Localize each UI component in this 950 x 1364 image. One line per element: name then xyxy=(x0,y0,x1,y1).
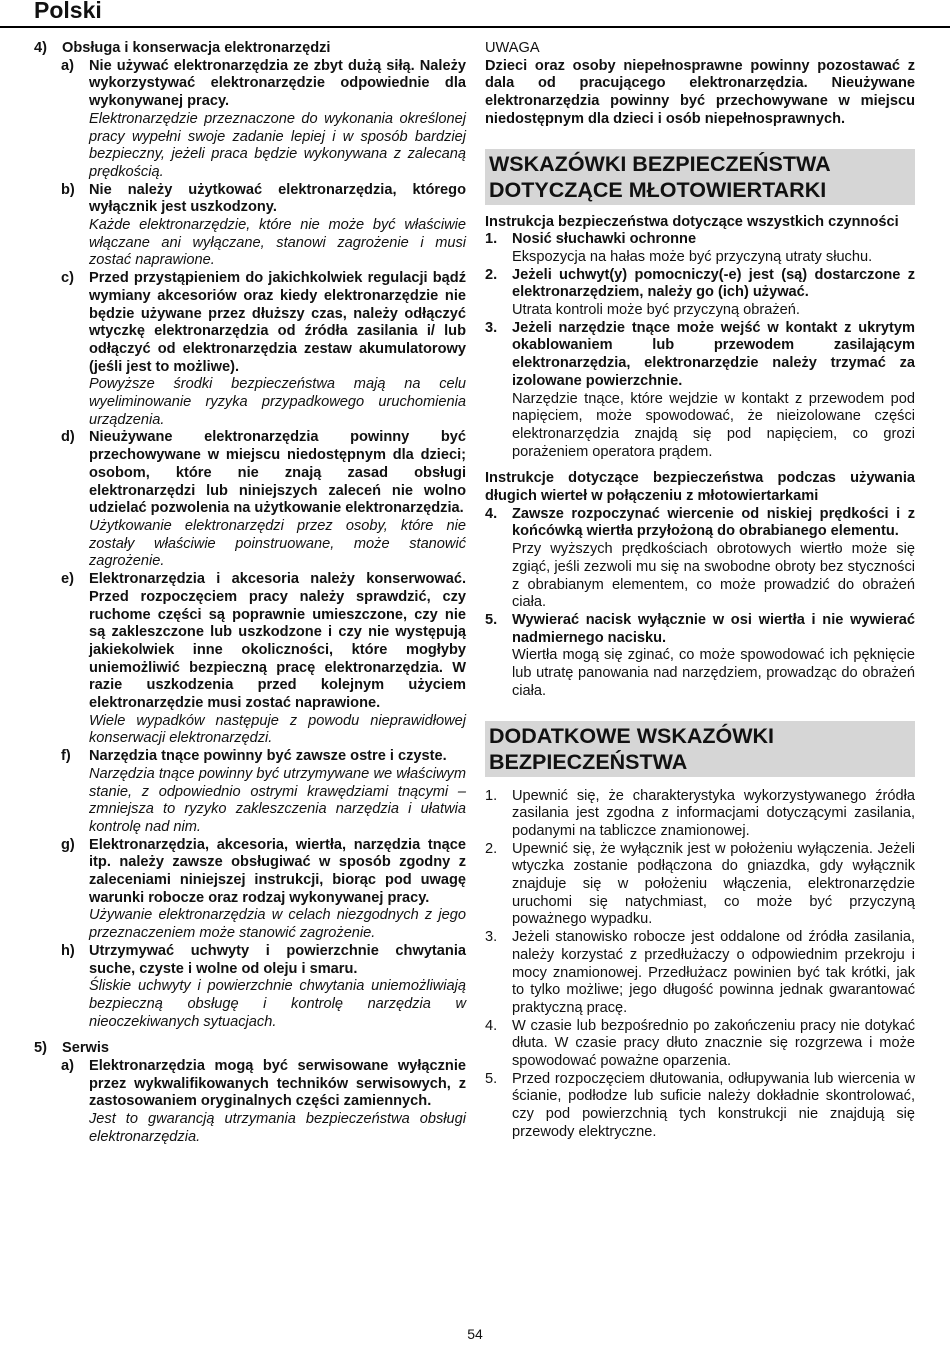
list-item xyxy=(34,58,466,182)
notice-text: Dzieci oraz osoby niepełnosprawne powinny pozostawać z dala od pracującego elektronarzędzia. Nieużywane elektronarzędzia powinny być przechowywane w miejscu niedostępnym dla dzieci i osób niepełnosprawnych. xyxy=(485,57,915,127)
item-number: 5. xyxy=(485,1070,498,1087)
item-instruction: Elektronarzędzia i akcesoria należy konserwować. Przed rozpoczęciem pracy należy sprawdzić, czy ruchome części są poprawnie umieszczone, czy nie są zakleszczone lub uszkodzone i czy nie występują jakiekolwiek inne okoliczności, które mogłyby uniemożliwić bezpieczną pracę elektronarzędzia. W razie uszkodzenia przed kolejnym użyciem elektronarzędzie musi zostać naprawione. xyxy=(89,571,466,712)
list-item xyxy=(485,320,915,462)
section-heading xyxy=(34,1040,466,1058)
list-item xyxy=(485,612,915,701)
item-instruction: Nosić słuchawki ochronne xyxy=(512,231,697,248)
item-instruction: Elektronarzędzia, akcesoria, wiertła, narzędzia tnące itp. należy zawsze obsługiwać w sposób zgodny z zaleceniami niniejszej instrukcji, biorąc pod uwagę warunki robocze oraz rodzaj wykonywanej pracy. xyxy=(89,836,466,906)
item-number: 3. xyxy=(485,319,498,336)
item-number: 3. xyxy=(485,929,498,946)
item-label: a) xyxy=(61,1058,74,1075)
item-instruction: Elektronarzędzia mogą być serwisowane wyłącznie przez wykwalifikowanych techników serwisowych, z zastosowaniem oryginalnych części zamiennych. xyxy=(89,1058,466,1110)
item-text: Jeżeli stanowisko robocze jest oddalone od źródła zasilania, należy korzystać z przedłużaczy o odpowiednim przekroju i mocy znamionowej. Przedłużacz powinien być tak krótki, jak to tylko możliwe; jego długość powinna jednak gwarantować praktyczną pracę. xyxy=(512,929,915,1016)
item-text: Upewnić się, że wyłącznik jest w położeniu wyłączenia. Jeżeli wtyczka zostanie podłączona do gniazdka, gdy wyłącznik znajduje się w położeniu włączenia, elektronarzędzie uruchomi się natychmiast, co może być przyczyną poważnego wypadku. xyxy=(512,840,915,928)
item-number: 5. xyxy=(485,611,498,628)
left-column xyxy=(34,40,466,1147)
page-language-title: Polski xyxy=(34,0,102,23)
list-item xyxy=(34,270,466,429)
section-banner-hammer-drill: WSKAZÓWKI BEZPIECZEŃSTWA DOTYCZĄCE MŁOTOWIERTARKI xyxy=(485,149,915,205)
list-item xyxy=(485,929,915,1018)
item-label: f) xyxy=(61,748,71,765)
section-number: 5) xyxy=(34,1040,47,1057)
item-explanation: Narzędzie tnące, które wejdzie w kontakt z przewodem pod napięciem, może spowodować, że nieizolowane części elektronarzędzia znajdą się pod napięciem, co grozi porażeniem operatora prądem. xyxy=(512,390,915,460)
item-explanation: Powyższe środki bezpieczeństwa mają na celu wyeliminowanie ryzyka przypadkowego uruchomienia urządzenia. xyxy=(89,376,466,428)
item-instruction: Utrzymywać uchwyty i powierzchnie chwytania suche, czyste i wolne od oleju i smaru. xyxy=(89,942,466,977)
list-item xyxy=(34,943,466,1032)
list-item xyxy=(34,837,466,943)
item-label: d) xyxy=(61,429,75,446)
item-number: 1. xyxy=(485,787,498,804)
list-item xyxy=(485,231,915,266)
item-explanation: Wiele wypadków następuje z powodu nieprawidłowej konserwacji elektronarzędzi. xyxy=(89,712,466,747)
item-label: g) xyxy=(61,836,75,853)
page-number: 54 xyxy=(467,1326,483,1342)
list-item xyxy=(34,1058,466,1147)
list-item xyxy=(34,182,466,271)
item-text: Upewnić się, że charakterystyka wykorzystywanego źródła zasilania jest zgodna z informacjami dotyczącymi zasilania, podanymi na tabliczce znamionowej. xyxy=(512,787,915,839)
item-instruction: Wywierać nacisk wyłącznie w osi wiertła i nie wywierać nadmiernego nacisku. xyxy=(512,611,915,646)
section-number: 4) xyxy=(34,40,47,56)
list-item xyxy=(485,1018,915,1071)
item-number: 1. xyxy=(485,231,498,248)
item-explanation: Śliskie uchwyty i powierzchnie chwytania uniemożliwiają bezpieczną obsługę i kontrolę narzędzia w nieoczekiwanych sytuacjach. xyxy=(89,978,466,1030)
item-instruction: Przed przystąpieniem do jakichkolwiek regulacji bądź wymiany akcesoriów oraz kiedy elektronarzędzie nie będzie używane przez dłuższy czas, należy odłączyć wtyczkę elektronarzędzia od źródła zasilania i/ lub odłączyć od elektronarzędzia zestaw akumulatorowy (jeśli jest to możliwe). xyxy=(89,270,466,375)
item-explanation: Przy wyższych prędkościach obrotowych wiertło może się zgiąć, jeśli zezwoli mu się na swobodne obroty bez styczności z obrabianym elementem, co może prowadzić do obrażeń ciała. xyxy=(512,541,915,611)
list-item xyxy=(485,1071,915,1142)
list-item xyxy=(34,429,466,571)
item-instruction: Narzędzia tnące powinny być zawsze ostre i czyste. xyxy=(89,748,447,765)
item-instruction: Jeżeli narzędzie tnące może wejść w kontakt z ukrytym okablowaniem lub przewodem zasilającym elektronarzędzia, elektronarzędzie należy trzymać za izolowane powierzchnie. xyxy=(512,319,915,389)
item-explanation: Narzędzia tnące powinny być utrzymywane we właściwym stanie, z odpowiednio ostrymi krawędziami tnącymi – zmniejsza to ryzyko zakleszczenia narzędzia i ułatwia kontrolę nad nim. xyxy=(89,765,466,835)
list-item xyxy=(34,571,466,748)
item-explanation: Każde elektronarzędzie, które nie może być właściwie włączane ani wyłączane, stanowi zagrożenie i musi zostać naprawione. xyxy=(89,217,466,269)
item-number: 4. xyxy=(485,505,498,522)
item-label: c) xyxy=(61,270,74,287)
section-title: Obsługa i konserwacja elektronarzędzi xyxy=(62,40,331,56)
notice-title: UWAGA xyxy=(485,40,540,56)
item-number: 2. xyxy=(485,840,498,857)
item-text: Przed rozpoczęciem dłutowania, odłupywania lub wiercenia w ścianie, podłodze lub suficie należy dokładnie skontrolować, czy pod powierzchnią tych konstrukcji nie znajdują się przewody elektryczne. xyxy=(512,1070,915,1140)
item-instruction: Zawsze rozpoczynać wiercenie od niskiej prędkości i z końcówką wiertła przyłożoną do obrabianego elementu. xyxy=(512,505,915,540)
item-number: 2. xyxy=(485,266,498,283)
item-label: h) xyxy=(61,942,75,959)
item-number: 4. xyxy=(485,1017,498,1034)
subheading: Instrukcje dotyczące bezpieczeństwa podczas używania długich wierteł w połączeniu z młotowiertarkami xyxy=(485,470,915,505)
item-explanation: Używanie elektronarzędzia w celach niezgodnych z jego przeznaczeniem może stanowić zagrożenie. xyxy=(89,907,466,942)
item-label: b) xyxy=(61,181,75,198)
item-explanation: Użytkowanie elektronarzędzi przez osoby, które nie zostały właściwie poinstruowane, może stanowić zagrożenie. xyxy=(89,517,466,570)
item-explanation: Ekspozycja na hałas może być przyczyną utraty słuchu. xyxy=(512,248,873,265)
section-heading xyxy=(34,40,466,58)
item-label: a) xyxy=(61,57,74,74)
list-item xyxy=(485,841,915,930)
item-explanation: Wiertła mogą się zginać, co może spowodować ich pęknięcie lub utratę panowania nad narzędziem, prowadząc do obrażeń ciała. xyxy=(512,647,915,699)
item-instruction: Nie należy użytkować elektronarzędzia, którego wyłącznik jest uszkodzony. xyxy=(89,181,466,216)
item-instruction: Nieużywane elektronarzędzia powinny być przechowywane w miejscu niedostępnym dla dzieci; osobom, które nie znają zasad obsługi elektronarzędzi lub niniejszych zaleceń nie wolno udzielać pozwolenia na użytkowanie elektronarzędzia. xyxy=(89,429,466,517)
item-text: W czasie lub bezpośrednio po zakończeniu pracy nie dotykać dłuta. W czasie pracy dłuto znacznie się rozgrzewa i może spowodować poważne oparzenia. xyxy=(512,1017,915,1070)
subheading: Instrukcja bezpieczeństwa dotyczące wszystkich czynności xyxy=(485,213,899,230)
section-banner-additional-safety: DODATKOWE WSKAZÓWKI BEZPIECZEŃSTWA xyxy=(485,721,915,777)
list-item xyxy=(34,748,466,837)
item-label: e) xyxy=(61,571,74,588)
list-item xyxy=(485,267,915,320)
header-rule xyxy=(0,26,950,28)
item-instruction: Nie używać elektronarzędzia ze zbyt dużą siłą. Należy wykorzystywać elektronarzędzie odpowiednie dla wykonywanej pracy. xyxy=(89,57,466,110)
right-column xyxy=(485,40,915,1142)
section-title: Serwis xyxy=(62,1040,110,1057)
item-explanation: Jest to gwarancją utrzymania bezpieczeństwa obsługi elektronarzędzia. xyxy=(89,1111,466,1145)
list-item xyxy=(485,506,915,612)
item-instruction: Jeżeli uchwyt(y) pomocniczy(-e) jest (są) dostarczone z elektronarzędziem, należy go (ich) używać. xyxy=(512,266,915,301)
list-item xyxy=(485,788,915,841)
item-explanation: Elektronarzędzie przeznaczone do wykonania określonej pracy wypełni swoje zadanie lepiej i w sposób bardziej bezpieczny, jeżeli praca będzie wykonywana z zalecaną prędkością. xyxy=(89,110,466,180)
item-explanation: Utrata kontroli może być przyczyną obrażeń. xyxy=(512,302,800,319)
